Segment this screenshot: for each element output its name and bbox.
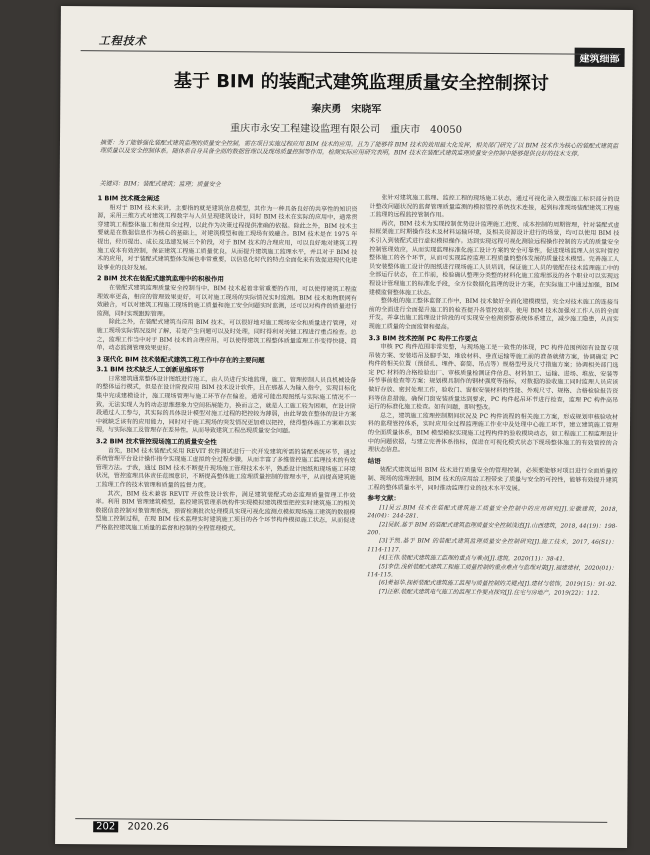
references (367, 494, 618, 598)
left-col-heading: 3.2 BIM 技术管控现场施工的质量安全性 (95, 437, 217, 447)
left-column (95, 192, 357, 534)
reference-item: [4]王伟.装配式建筑施工监理的重点与难点[J].建筑，2020(11)：38-41. (379, 555, 565, 563)
right-col-paragraph: 整体组的施工整体监督工作中，BIM 技术做好全面化建模模型，完全对技术施工的连接当前的全面进行全面提升施工的的检查提升各管控效率，使用 BIM 技术加强对工作人员的全面开发，并拿出施工监理设计阶段的可实现安全检测预警系统体系建立，减少施工隐患，从而实现施工质量的全面监督和提高。 (368, 297, 619, 331)
right-col-paragraph: 总之，建筑施工监理控制期间状况及 PC 构件流程的相关施工方案，形成规划审核验收材料的监理管控体系，实时应用全过程监理施工作业中及处理中心施工环节，建立建筑施工管理的全面质量体系，BIM 模型模拟实现施工过程构件的验收模块动态，如工程施工工程监理设计中的问题依据，与建立完善体系指标，促进在可视化模式状态下现场整体施工的有效管控的合理状态信息。 (367, 412, 619, 454)
left-col-paragraph: 除此之外，在装配式建筑当应用 BIM 技术，可以很好地对施工现场安全和质量进行管理，对施工现场实际情况及时了解，若是产生问题可以及时处理，同时得利对关键工程进行重点检查。总之，监理工作当中对于 BIM 技术的合理应用，可以使得建筑工程整体质量监理工作变得快捷、简单，动态监测管理效果更好。 (96, 318, 357, 352)
left-col-paragraph: 其次，BIM 技术兼容 REVIT 开放性设计软件，满足建筑装配式动态监理质量管理工作效率。利用 BIM 管理建筑模型，监控建筑管理系统构件实现模拟建筑模型把控实时建筑施工的相关数据信息控制对象管理系统，预留检测批次处理模具实现可视化监测点模拟现场施工建筑的数据模型施工控制过程，在现 BIM 技术监理实时建筑施工项目的各个环节构件模拟施工状态，从而促进严格监控建筑施工质量的监督和控制的全程管理模式。 (95, 489, 356, 533)
left-col-paragraph: 首先，BIM 技术装配式采用 REVIT 软件测试进行一次开发建筑所需的装配系统环节，通过系统管理平台设计操作指令实现施工虚拟的全过程步骤，从而丰富了多维管控施工监理技术的有效管理方法。于我，通过 BIM 技术不断提升现场施工管理技术水平，熟悉设计图纸和现场施工环境状况，管控监理具体责任范围意识，不断提高整体施工监理质量控制的管理水平，从而提高建筑施工监理工作的技术管理和质量的监督力度。 (95, 446, 356, 490)
right-col-heading: 结语 (367, 456, 381, 466)
reference-list (367, 504, 618, 598)
left-col-paragraph: 日常建筑通常整体设计图纸进行施工，由人员进行实地监理，施工、管理控制人员良机械设备的整体运行模式，但是在设计阶段应用 BIM 技术设计软件，且在那基人为输入指令，实现目标化集中完成建模设计，施工现场管理与施工环节存在偏差，通常可能出现图纸与实际施工情况不一致，无法实现人为的动态思维想象力空间拓展能力，换而言之，就是人工施工较为困难，在设计阶段通过人工参与，其实际的具体设计模型对施工过程的把控较为薄弱，由此导致在整体的设计方案中就缺乏该有的应用能力，同时对于施工现场的突发情况更加难以把控，使得整体施工方案难以实现，与实际施工及管理存在差异性，从而导致建筑工程出现质量安全问题。 (95, 375, 357, 436)
left-col-heading: 3 现代化 BIM 技术装配式建筑工程工作中存在的主要问题 (96, 354, 265, 365)
reference-item: [2]吴跃.基于 BIM 的装配式建筑监理质量安全控制浅述[J].山西建筑，2018, 44(19)：198-200. (367, 521, 618, 537)
reference-item: [3]于凯.基于 BIM 的装配式建筑监理质量安全控制研究[J].施工技术，2017, 46(S1)：1114-1117. (367, 538, 618, 554)
left-col-paragraph: 在装配式建筑监理质量安全控制当中，BIM 技术起着非常重要的作用，可以使得建筑工程监理效率更高，相应的管理效果更好，可以对施工现场的实际情况实时监测。BIM 技术和物联网有效融合，可以对建筑工程施工现场的施工质量和施工安全问题实时监测，还可以对构件的质量进行监测，同时实现跟踪管理。 (96, 284, 357, 318)
reference-item: [1]吴云.BIM 技术在装配式建筑施工质量安全控制中的应用研究[J].安徽建筑，2018, 24(04)：244-281. (367, 505, 618, 520)
left-col-paragraph: 相对于 BIM 技术来讲，主要指的就是建筑信息模型，其作为一种具备良好的共享性的知识资源，采用三维方式对建筑工程数字与人员呈现建筑设计，同时 BIM 技术在实际的应用中，通常贯穿建筑工程整体施工和使用全过程，以此作为决策过程提供准确的依据。除此之外，BIM 技术主要就是在数据信息作为核心的基础上，对建筑模型和施工现场有效融合。BIM 技术是在 1975 年提出，经历提出、成长及迅速发展三个阶段，对于 BIM 技术的合理应用，可以良好地对建筑工程施工成本有效控制，保证建筑工程施工质量优良，从而提升建筑施工监理水平，并且对于 BIM 技术的应用，对于装配式建筑整体发展也非常重要，以信息化时代的特点全面化来有效促进现代化建设事业的良好发展。 (97, 203, 358, 272)
header-rule (81, 50, 621, 55)
category-tag: 建筑细部 (575, 48, 625, 67)
right-column (367, 194, 620, 598)
abstract: 摘要：为了能够强化装配式建筑监理的质量安全控制，需在项目实施过程应用 BIM 技术的应用。且为了能够将 BIM 技术的效用最大化发挥，相关部门研究了以 BIM 技术作为核心的装配式建筑监理质量以及安全控制体系。随体系自身具备全面的数据管理以及现场质量控制等作用。检测实际应用研究表明，BIM 技术在装配式建筑监理质量安全控制中能够提供良好的技术支撑。 (99, 139, 619, 158)
journal-page (55, 6, 633, 848)
left-col-heading: 2 BIM 技术在装配式建筑监理中的积极作用 (97, 274, 224, 284)
article-title: 基于 BIM 的装配式建筑监理质量安全控制探讨 (173, 70, 549, 95)
right-col-paragraph: 审核 PC 构件范围非常完整，与现场施工是一致性的体现，PC 构件范围例如有设置专项吊装方案、安装塔吊及脚手架、堆放材料、垂直运输等施工前的准备就绪方案，协调确定 PC 构件的相关位置（预留孔、埋件、套筒、吊点等）规格型号及尺寸措施方案；协调相关部门选定 PC 材料的合格检验出厂、审核质量检测证件信息、材料加工、运输、进场、堆放、安装等环节事前检查等方案；规划模具制作的钢材强度等指标，对数据的验收施工同时监理人员应该做好存放、密封处理工作，验收门、窗框安装材料的性能、外观尺寸、规格、合格检验报告资料等信息措施，确保门窗安装质量达到要求，PC 构件起吊环节进行检查，监理 PC 构件高吊运行的标准化施工检查。如有问题，即时整改。 (368, 343, 619, 412)
reference-item: [6]姜福华.探析装配式建筑施工监理与质量控制的关键点[J].建材与装饰，2019(15)：91-92. (378, 580, 617, 589)
keywords: 关键词：BIM；装配式建筑；监理；质量安全 (99, 180, 221, 189)
right-col-heading: 3.3 BIM 技术控制 PC 构件工作要点 (368, 333, 478, 343)
section-label: 工程技术 (98, 34, 147, 48)
page-footer (93, 821, 169, 833)
reference-item: [5]李佳.浅析装配式建筑工程施工质量控制的重点难点与监理对策[J].福建建材，2020(01)：114-115. (366, 563, 618, 579)
right-column-body (368, 194, 620, 494)
right-col-paragraph: 张针对建筑施工监理、监控工程的现场施工状态，通过可视化录入模型施工标识部分的设计整改问题状况的监督管理质量监测的模拟管控系统技术连接，起到标准现场装配建筑工程施工监理的远程监控管制作用。 (369, 194, 620, 219)
affiliation: 重庆市永安工程建设监理有限公司 重庆市 40050 (230, 123, 463, 136)
right-col-paragraph: 装配式建筑运用 BIM 技术进行质量安全的管理控制，必须要能够对项目进行全面质量控制、现场的监理控制，BIM 技术的应用给工程带来了质量与安全的可控性，能够有效提升建筑工程的整体质量水平，同时推动监理行业的技术水平发展。 (367, 466, 618, 492)
left-col-heading: 1 BIM 技术概念阐述 (97, 194, 160, 203)
left-col-heading: 3.1 BIM 技术缺乏人工创新思维环节 (96, 365, 205, 375)
reference-item: [7]汪彬.装配式建筑电气施工的监理工作要点探究[J].住宅与房地产，2019(22)：112. (378, 589, 600, 597)
right-col-paragraph: 再次，BIM 技术为实现控制优势设计监理施工进度、成本控制的周期管理，针对装配式虚拟框架施工时期操作技术及材料运输环境，及相关资源设计进行的场景，均可以使用 BIM 技术引入到装配式进行虚拟模拟操作。达到实现远程可视化测验远程操作控制的方式的质量安全控制管理效应，从而实现监理标准化施工设计方案的安全可靠性，促进现场监理人员实时管控整体施工的各个环节，从而可实现监控监理工程质量的整体发展的质量技术模型。完善施工人员安装整体施工设计的图纸进行现场施工人员培训，保证施工人员的装配在技术监理施工中的全部运行状态，在工作前，检验确认整理分类整的材料化施工监理部及的各个职业可以实现远程设计管理施工的标准化手段，全方位数据化监理的设计方案，在实际施工中通过加强，BIM 建模监督整体施工状态。 (368, 220, 620, 297)
references-heading: 参考文献： (367, 494, 401, 503)
issue-number: 2020.26 (127, 821, 169, 833)
page-number: 202 (93, 821, 118, 832)
authors: 秦庆勇 宋晓军 (311, 103, 382, 116)
